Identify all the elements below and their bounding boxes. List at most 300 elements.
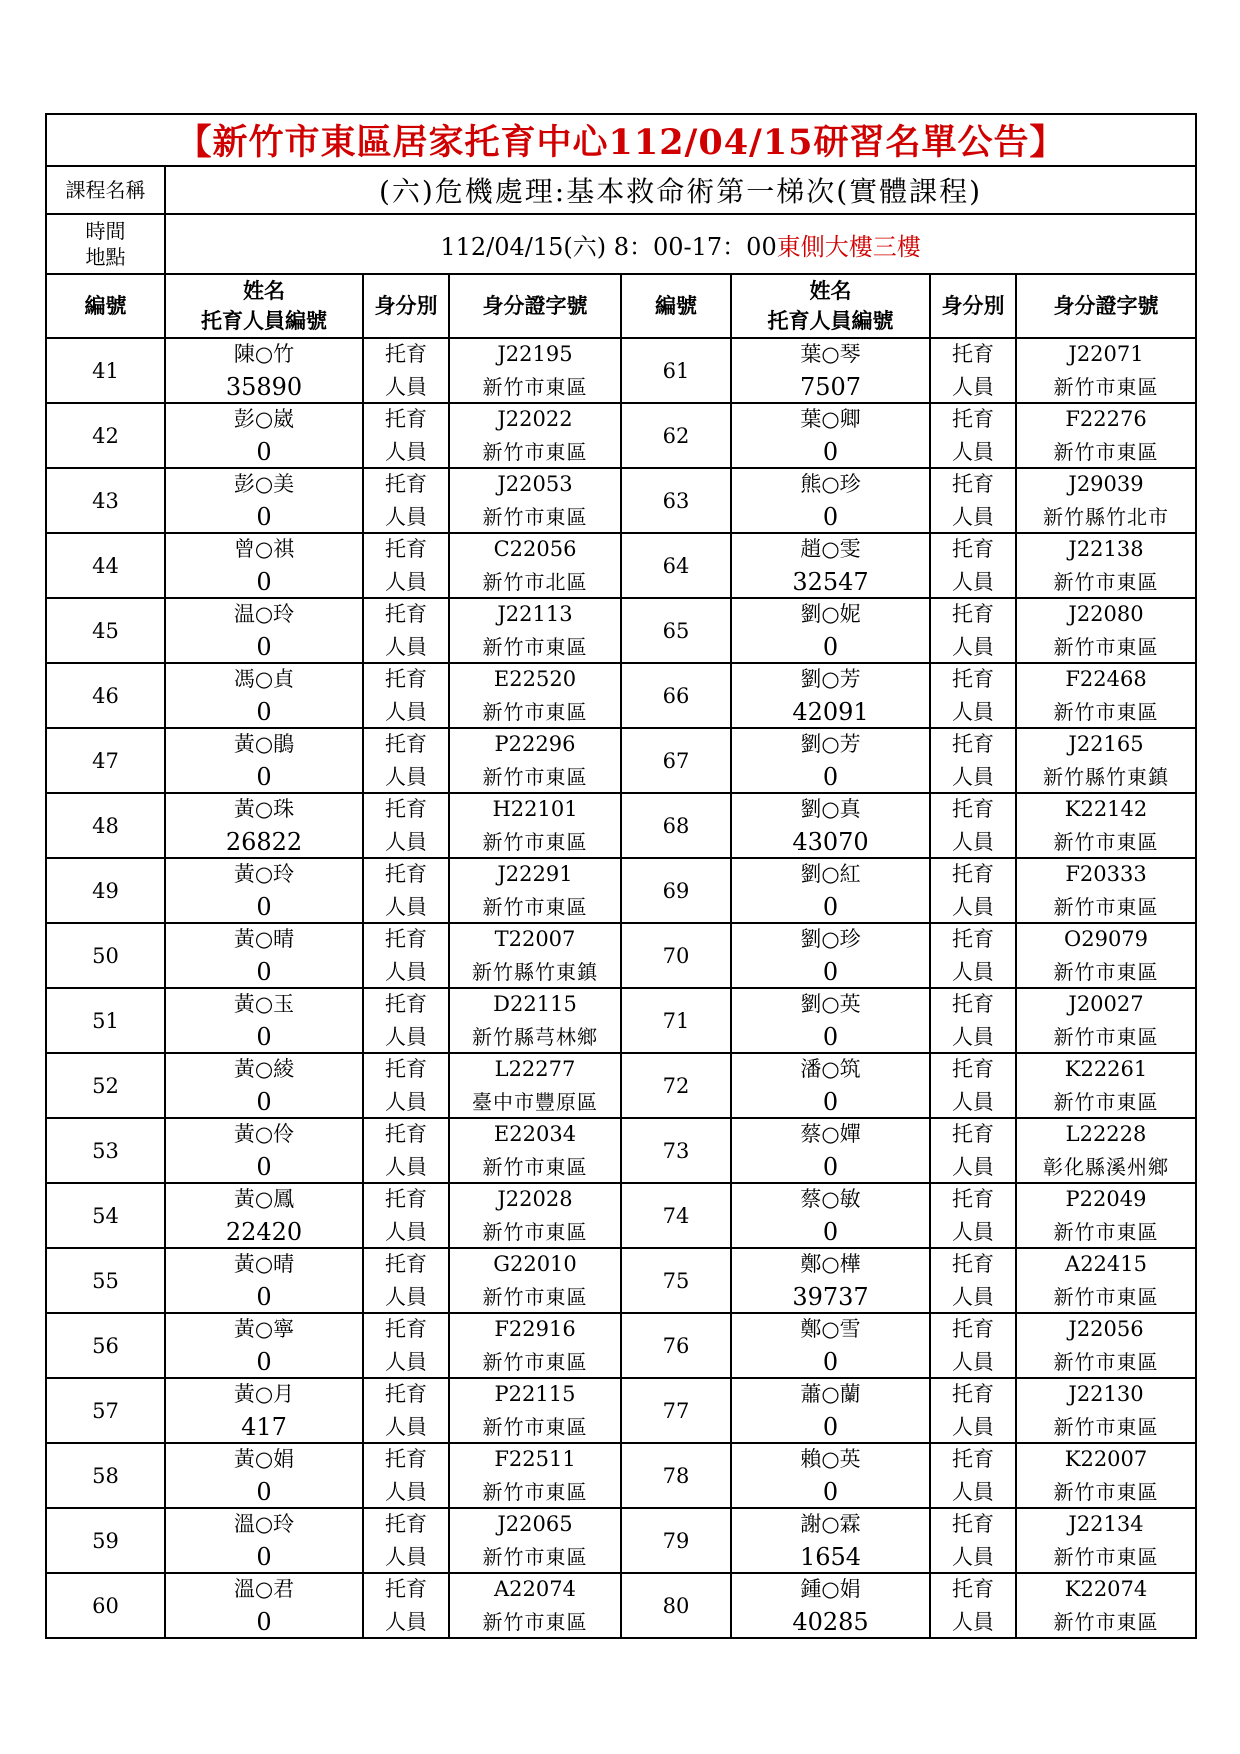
identity-line1: 托育 [385, 1512, 427, 1536]
identity-stack [364, 1184, 448, 1247]
column-header-row [46, 274, 1196, 338]
caregiver-code: 42091 [792, 698, 869, 726]
residence-area: 新竹市東區 [482, 700, 588, 724]
person-name: 彭○美 [233, 472, 295, 496]
identity-line2: 人員 [385, 1350, 427, 1374]
id-number-cell [449, 858, 621, 923]
id-number: J29039 [1068, 472, 1144, 496]
id-number-stack [450, 1314, 620, 1377]
person-name: 劉○芳 [800, 667, 861, 691]
id-number: J22138 [1068, 537, 1144, 561]
identity-line1: 托育 [385, 1317, 427, 1341]
identity-line1: 托育 [385, 1057, 427, 1081]
identity-stack [364, 1314, 448, 1377]
table-row [46, 858, 1196, 923]
identity-stack [931, 1379, 1015, 1442]
person-name: 黃○晴 [233, 927, 295, 951]
table-row [46, 793, 1196, 858]
person-name: 熊○珍 [800, 472, 861, 496]
identity-line1: 托育 [385, 1122, 427, 1146]
person-name: 葉○卿 [800, 407, 861, 431]
caregiver-code: 0 [822, 1088, 839, 1116]
name-cell [731, 728, 930, 793]
identity-cell [363, 533, 449, 598]
id-number-stack [450, 664, 620, 727]
identity-cell [363, 1443, 449, 1508]
id-number-cell [449, 1378, 621, 1443]
name-cell [165, 1508, 363, 1573]
residence-area: 新竹市東區 [1053, 375, 1159, 399]
person-name: 黃○綾 [233, 1057, 295, 1081]
identity-cell [930, 1313, 1016, 1378]
residence-area: 新竹市東區 [482, 635, 588, 659]
identity-stack [931, 404, 1015, 467]
residence-area: 新竹市東區 [482, 1350, 588, 1374]
caregiver-code: 32547 [792, 568, 869, 596]
person-name: 蔡○嬋 [800, 1122, 861, 1146]
id-number: K22142 [1064, 797, 1148, 821]
identity-line2: 人員 [385, 1415, 427, 1439]
person-name: 鄭○樺 [800, 1252, 861, 1276]
identity-line1: 托育 [952, 407, 994, 431]
id-number: G22010 [493, 1252, 577, 1276]
person-name: 蔡○敏 [800, 1187, 861, 1211]
name-cell [165, 533, 363, 598]
row-number: 74 [621, 1183, 731, 1248]
course-name: (六)危機處理:基本救命術第一梯次(實體課程) [165, 166, 1196, 214]
id-number: P22115 [494, 1382, 576, 1406]
id-number-cell [449, 988, 621, 1053]
identity-line2: 人員 [952, 765, 994, 789]
id-number: J22130 [1068, 1382, 1144, 1406]
identity-cell [363, 1378, 449, 1443]
name-stack [732, 1444, 929, 1507]
residence-area: 新竹市東區 [1053, 1220, 1159, 1244]
id-number-stack [450, 599, 620, 662]
identity-line2: 人員 [952, 1285, 994, 1309]
row-number: 44 [46, 533, 165, 598]
residence-area: 新竹縣竹東鎮 [1043, 765, 1170, 789]
row-number: 78 [621, 1443, 731, 1508]
identity-line1: 托育 [952, 992, 994, 1016]
table-row [46, 533, 1196, 598]
id-number: K22007 [1064, 1447, 1148, 1471]
residence-area: 新竹市東區 [1053, 1025, 1159, 1049]
identity-cell [363, 1248, 449, 1313]
identity-line2: 人員 [385, 505, 427, 529]
caregiver-code: 22420 [225, 1218, 303, 1246]
name-stack [166, 1509, 362, 1572]
row-number: 53 [46, 1118, 165, 1183]
id-number-cell [449, 533, 621, 598]
header-no: 編號 [621, 274, 731, 338]
row-number: 77 [621, 1378, 731, 1443]
row-number: 59 [46, 1508, 165, 1573]
id-number-cell [449, 1508, 621, 1573]
identity-line2: 人員 [385, 1285, 427, 1309]
identity-stack [364, 859, 448, 922]
name-stack [166, 469, 362, 532]
person-name: 溫○君 [233, 1577, 295, 1601]
name-stack [166, 729, 362, 792]
id-number-cell [449, 1443, 621, 1508]
person-name: 黃○鳳 [233, 1187, 295, 1211]
id-number-cell [1016, 1248, 1196, 1313]
id-number-cell [1016, 793, 1196, 858]
id-number: T22007 [494, 927, 576, 951]
name-stack [732, 1379, 929, 1442]
name-cell [731, 338, 930, 403]
identity-stack [364, 1379, 448, 1442]
id-number-stack [450, 1444, 620, 1507]
caregiver-code: 0 [822, 438, 839, 466]
identity-stack [931, 1574, 1015, 1637]
name-stack [732, 1509, 929, 1572]
residence-area: 新竹市東區 [1053, 1545, 1159, 1569]
name-stack [732, 1574, 929, 1637]
residence-area: 新竹市東區 [482, 440, 588, 464]
table-row [46, 1313, 1196, 1378]
person-name: 蕭○蘭 [800, 1382, 861, 1406]
course-label: 課程名稱 [46, 166, 165, 214]
person-name: 黃○晴 [233, 1252, 295, 1276]
id-number-stack [1017, 1249, 1195, 1312]
id-number-stack [1017, 339, 1195, 402]
name-stack [166, 1574, 362, 1637]
caregiver-code: 1654 [799, 1543, 862, 1571]
caregiver-code: 40285 [792, 1608, 869, 1636]
identity-cell [930, 468, 1016, 533]
name-cell [165, 793, 363, 858]
id-number-cell [1016, 1508, 1196, 1573]
caregiver-code: 43070 [792, 828, 869, 856]
row-number: 56 [46, 1313, 165, 1378]
person-name: 黃○娟 [233, 1447, 295, 1471]
id-number: J22053 [497, 472, 573, 496]
person-name: 劉○妮 [800, 602, 861, 626]
name-stack [732, 1314, 929, 1377]
identity-stack [364, 1444, 448, 1507]
residence-area: 新竹市東區 [1053, 440, 1159, 464]
identity-line2: 人員 [952, 1545, 994, 1569]
id-number-stack [1017, 534, 1195, 597]
identity-stack [364, 664, 448, 727]
name-cell [165, 1443, 363, 1508]
table-row [46, 1053, 1196, 1118]
identity-line1: 托育 [385, 927, 427, 951]
name-stack [732, 664, 929, 727]
id-number: J20027 [1068, 992, 1144, 1016]
id-number-stack [450, 1249, 620, 1312]
header-name-line2: 托育人員編號 [201, 308, 327, 333]
name-cell [731, 1378, 930, 1443]
identity-cell [363, 858, 449, 923]
table-row [46, 1443, 1196, 1508]
name-stack [732, 469, 929, 532]
identity-stack [931, 1444, 1015, 1507]
table-row [46, 338, 1196, 403]
identity-line2: 人員 [952, 1155, 994, 1179]
identity-cell [930, 403, 1016, 468]
identity-line2: 人員 [952, 440, 994, 464]
residence-area: 新竹市北區 [482, 570, 588, 594]
name-stack [732, 859, 929, 922]
name-cell [165, 1313, 363, 1378]
row-number: 43 [46, 468, 165, 533]
id-number: K22261 [1064, 1057, 1148, 1081]
name-cell [165, 858, 363, 923]
residence-area: 新竹市東區 [1053, 960, 1159, 984]
registration-list-table [45, 113, 1197, 1639]
identity-stack [364, 794, 448, 857]
identity-cell [930, 728, 1016, 793]
id-number-cell [1016, 1118, 1196, 1183]
residence-area: 新竹縣竹北市 [1043, 505, 1170, 529]
identity-stack [364, 1509, 448, 1572]
id-number-cell [449, 793, 621, 858]
identity-stack [364, 339, 448, 402]
identity-line1: 托育 [952, 1187, 994, 1211]
person-name: 温○玲 [233, 602, 295, 626]
id-number-stack [450, 339, 620, 402]
identity-cell [930, 338, 1016, 403]
identity-line2: 人員 [952, 1480, 994, 1504]
id-number-cell [449, 1573, 621, 1638]
id-number: K22074 [1064, 1577, 1148, 1601]
identity-cell [930, 1378, 1016, 1443]
residence-area: 新竹市東區 [1053, 700, 1159, 724]
residence-area: 新竹市東區 [482, 1155, 588, 1179]
id-number: P22296 [494, 732, 576, 756]
caregiver-code: 0 [822, 1218, 839, 1246]
name-cell [165, 1183, 363, 1248]
row-number: 51 [46, 988, 165, 1053]
row-number: 71 [621, 988, 731, 1053]
id-number: J22028 [497, 1187, 573, 1211]
residence-area: 新竹市東區 [1053, 635, 1159, 659]
id-number: O29079 [1064, 927, 1149, 951]
caregiver-code: 0 [256, 1088, 272, 1116]
id-number-cell [449, 923, 621, 988]
id-number: J22195 [497, 342, 573, 366]
name-cell [165, 988, 363, 1053]
caregiver-code: 26822 [225, 828, 303, 856]
caregiver-code: 35890 [225, 373, 303, 401]
name-stack [732, 1119, 929, 1182]
row-number: 70 [621, 923, 731, 988]
identity-line2: 人員 [385, 570, 427, 594]
id-number-cell [449, 1053, 621, 1118]
person-name: 溫○玲 [233, 1512, 295, 1536]
identity-cell [363, 988, 449, 1053]
row-number: 76 [621, 1313, 731, 1378]
identity-stack [931, 339, 1015, 402]
identity-line1: 托育 [385, 992, 427, 1016]
identity-line2: 人員 [952, 830, 994, 854]
caregiver-code: 0 [822, 893, 839, 921]
id-number-cell [449, 598, 621, 663]
id-number-stack [1017, 404, 1195, 467]
id-number-stack [450, 1054, 620, 1117]
id-number-stack [450, 859, 620, 922]
identity-line2: 人員 [952, 895, 994, 919]
identity-stack [364, 1119, 448, 1182]
identity-cell [363, 1183, 449, 1248]
person-name: 黃○伶 [233, 1122, 295, 1146]
name-stack [732, 729, 929, 792]
id-number: A22074 [494, 1577, 576, 1601]
name-cell [165, 403, 363, 468]
name-cell [731, 533, 930, 598]
id-number-stack [450, 534, 620, 597]
row-number: 41 [46, 338, 165, 403]
row-number: 80 [621, 1573, 731, 1638]
id-number: D22115 [493, 992, 577, 1016]
identity-line1: 托育 [952, 862, 994, 886]
id-number-cell [449, 403, 621, 468]
person-name: 黃○鵑 [233, 732, 295, 756]
identity-stack [931, 599, 1015, 662]
header-name [165, 274, 363, 338]
identity-cell [363, 598, 449, 663]
identity-line1: 托育 [952, 1577, 994, 1601]
person-name: 馮○貞 [233, 667, 295, 691]
id-number-cell [1016, 1183, 1196, 1248]
id-number: P22049 [1065, 1187, 1147, 1211]
name-stack [732, 599, 929, 662]
residence-area: 新竹市東區 [482, 375, 588, 399]
name-stack [732, 534, 929, 597]
identity-line2: 人員 [952, 1415, 994, 1439]
identity-line1: 托育 [952, 732, 994, 756]
id-number-stack [1017, 469, 1195, 532]
residence-area: 彰化縣溪州鄉 [1043, 1155, 1170, 1179]
identity-cell [930, 1053, 1016, 1118]
id-number: L22277 [494, 1057, 576, 1081]
name-cell [165, 728, 363, 793]
row-number: 67 [621, 728, 731, 793]
row-number: 50 [46, 923, 165, 988]
person-name: 劉○珍 [800, 927, 861, 951]
time-place-label [46, 214, 165, 274]
name-cell [731, 988, 930, 1053]
caregiver-code: 0 [822, 1413, 839, 1441]
id-number-stack [450, 1574, 620, 1637]
identity-stack [364, 924, 448, 987]
person-name: 陳○竹 [233, 342, 295, 366]
id-number-stack [1017, 859, 1195, 922]
identity-line1: 托育 [385, 732, 427, 756]
caregiver-code: 417 [241, 1413, 287, 1441]
person-name: 黃○月 [233, 1382, 295, 1406]
identity-line2: 人員 [952, 375, 994, 399]
identity-line2: 人員 [385, 765, 427, 789]
table-row [46, 598, 1196, 663]
name-cell [731, 598, 930, 663]
table-row [46, 1573, 1196, 1638]
name-cell [731, 1313, 930, 1378]
identity-cell [363, 728, 449, 793]
identity-line1: 托育 [952, 342, 994, 366]
id-number-cell [1016, 1443, 1196, 1508]
person-name: 潘○筑 [800, 1057, 861, 1081]
name-stack [732, 404, 929, 467]
id-number-stack [1017, 1574, 1195, 1637]
id-number: J22080 [1068, 602, 1144, 626]
identity-stack [364, 1574, 448, 1637]
residence-area: 新竹縣芎林鄉 [472, 1025, 598, 1049]
residence-area: 新竹市東區 [482, 1480, 588, 1504]
id-number-cell [449, 1248, 621, 1313]
name-cell [731, 1053, 930, 1118]
residence-area: 新竹市東區 [1053, 1350, 1159, 1374]
identity-line2: 人員 [385, 440, 427, 464]
identity-cell [363, 1573, 449, 1638]
name-cell [731, 1443, 930, 1508]
name-cell [165, 1378, 363, 1443]
identity-line1: 托育 [385, 1252, 427, 1276]
residence-area: 新竹市東區 [1053, 830, 1159, 854]
residence-area: 新竹市東區 [1053, 895, 1159, 919]
id-number: F22468 [1065, 667, 1147, 691]
id-number: F22916 [494, 1317, 576, 1341]
residence-area: 新竹市東區 [482, 1285, 588, 1309]
identity-stack [931, 534, 1015, 597]
identity-cell [930, 1573, 1016, 1638]
caregiver-code: 0 [822, 1153, 839, 1181]
identity-line2: 人員 [385, 1480, 427, 1504]
caregiver-code: 0 [822, 763, 839, 791]
identity-line1: 托育 [952, 537, 994, 561]
time-label: 時間 [85, 219, 126, 243]
identity-line2: 人員 [952, 635, 994, 659]
name-stack [166, 1249, 362, 1312]
id-number-cell [1016, 403, 1196, 468]
id-number-cell [1016, 1378, 1196, 1443]
identity-cell [363, 338, 449, 403]
id-number-cell [449, 1183, 621, 1248]
person-name: 曾○祺 [233, 537, 295, 561]
place-label: 地點 [85, 245, 126, 269]
identity-stack [364, 729, 448, 792]
identity-line1: 托育 [385, 537, 427, 561]
row-number: 64 [621, 533, 731, 598]
name-stack [732, 339, 929, 402]
id-number-stack [1017, 1054, 1195, 1117]
id-number-stack [1017, 1119, 1195, 1182]
id-number-cell [449, 728, 621, 793]
row-number: 66 [621, 663, 731, 728]
person-name: 葉○琴 [800, 342, 861, 366]
name-stack [166, 1054, 362, 1117]
identity-line2: 人員 [385, 635, 427, 659]
person-name: 劉○芳 [800, 732, 861, 756]
name-stack [166, 534, 362, 597]
name-cell [731, 1248, 930, 1313]
caregiver-code: 0 [256, 503, 272, 531]
identity-line2: 人員 [385, 895, 427, 919]
identity-stack [364, 599, 448, 662]
header-name-line2: 托育人員編號 [767, 308, 894, 333]
identity-cell [930, 923, 1016, 988]
caregiver-code: 7507 [799, 373, 862, 401]
name-cell [731, 1573, 930, 1638]
identity-line2: 人員 [385, 1025, 427, 1049]
name-stack [166, 794, 362, 857]
row-number: 69 [621, 858, 731, 923]
residence-area: 臺中市豐原區 [472, 1090, 598, 1114]
identity-line2: 人員 [385, 1090, 427, 1114]
